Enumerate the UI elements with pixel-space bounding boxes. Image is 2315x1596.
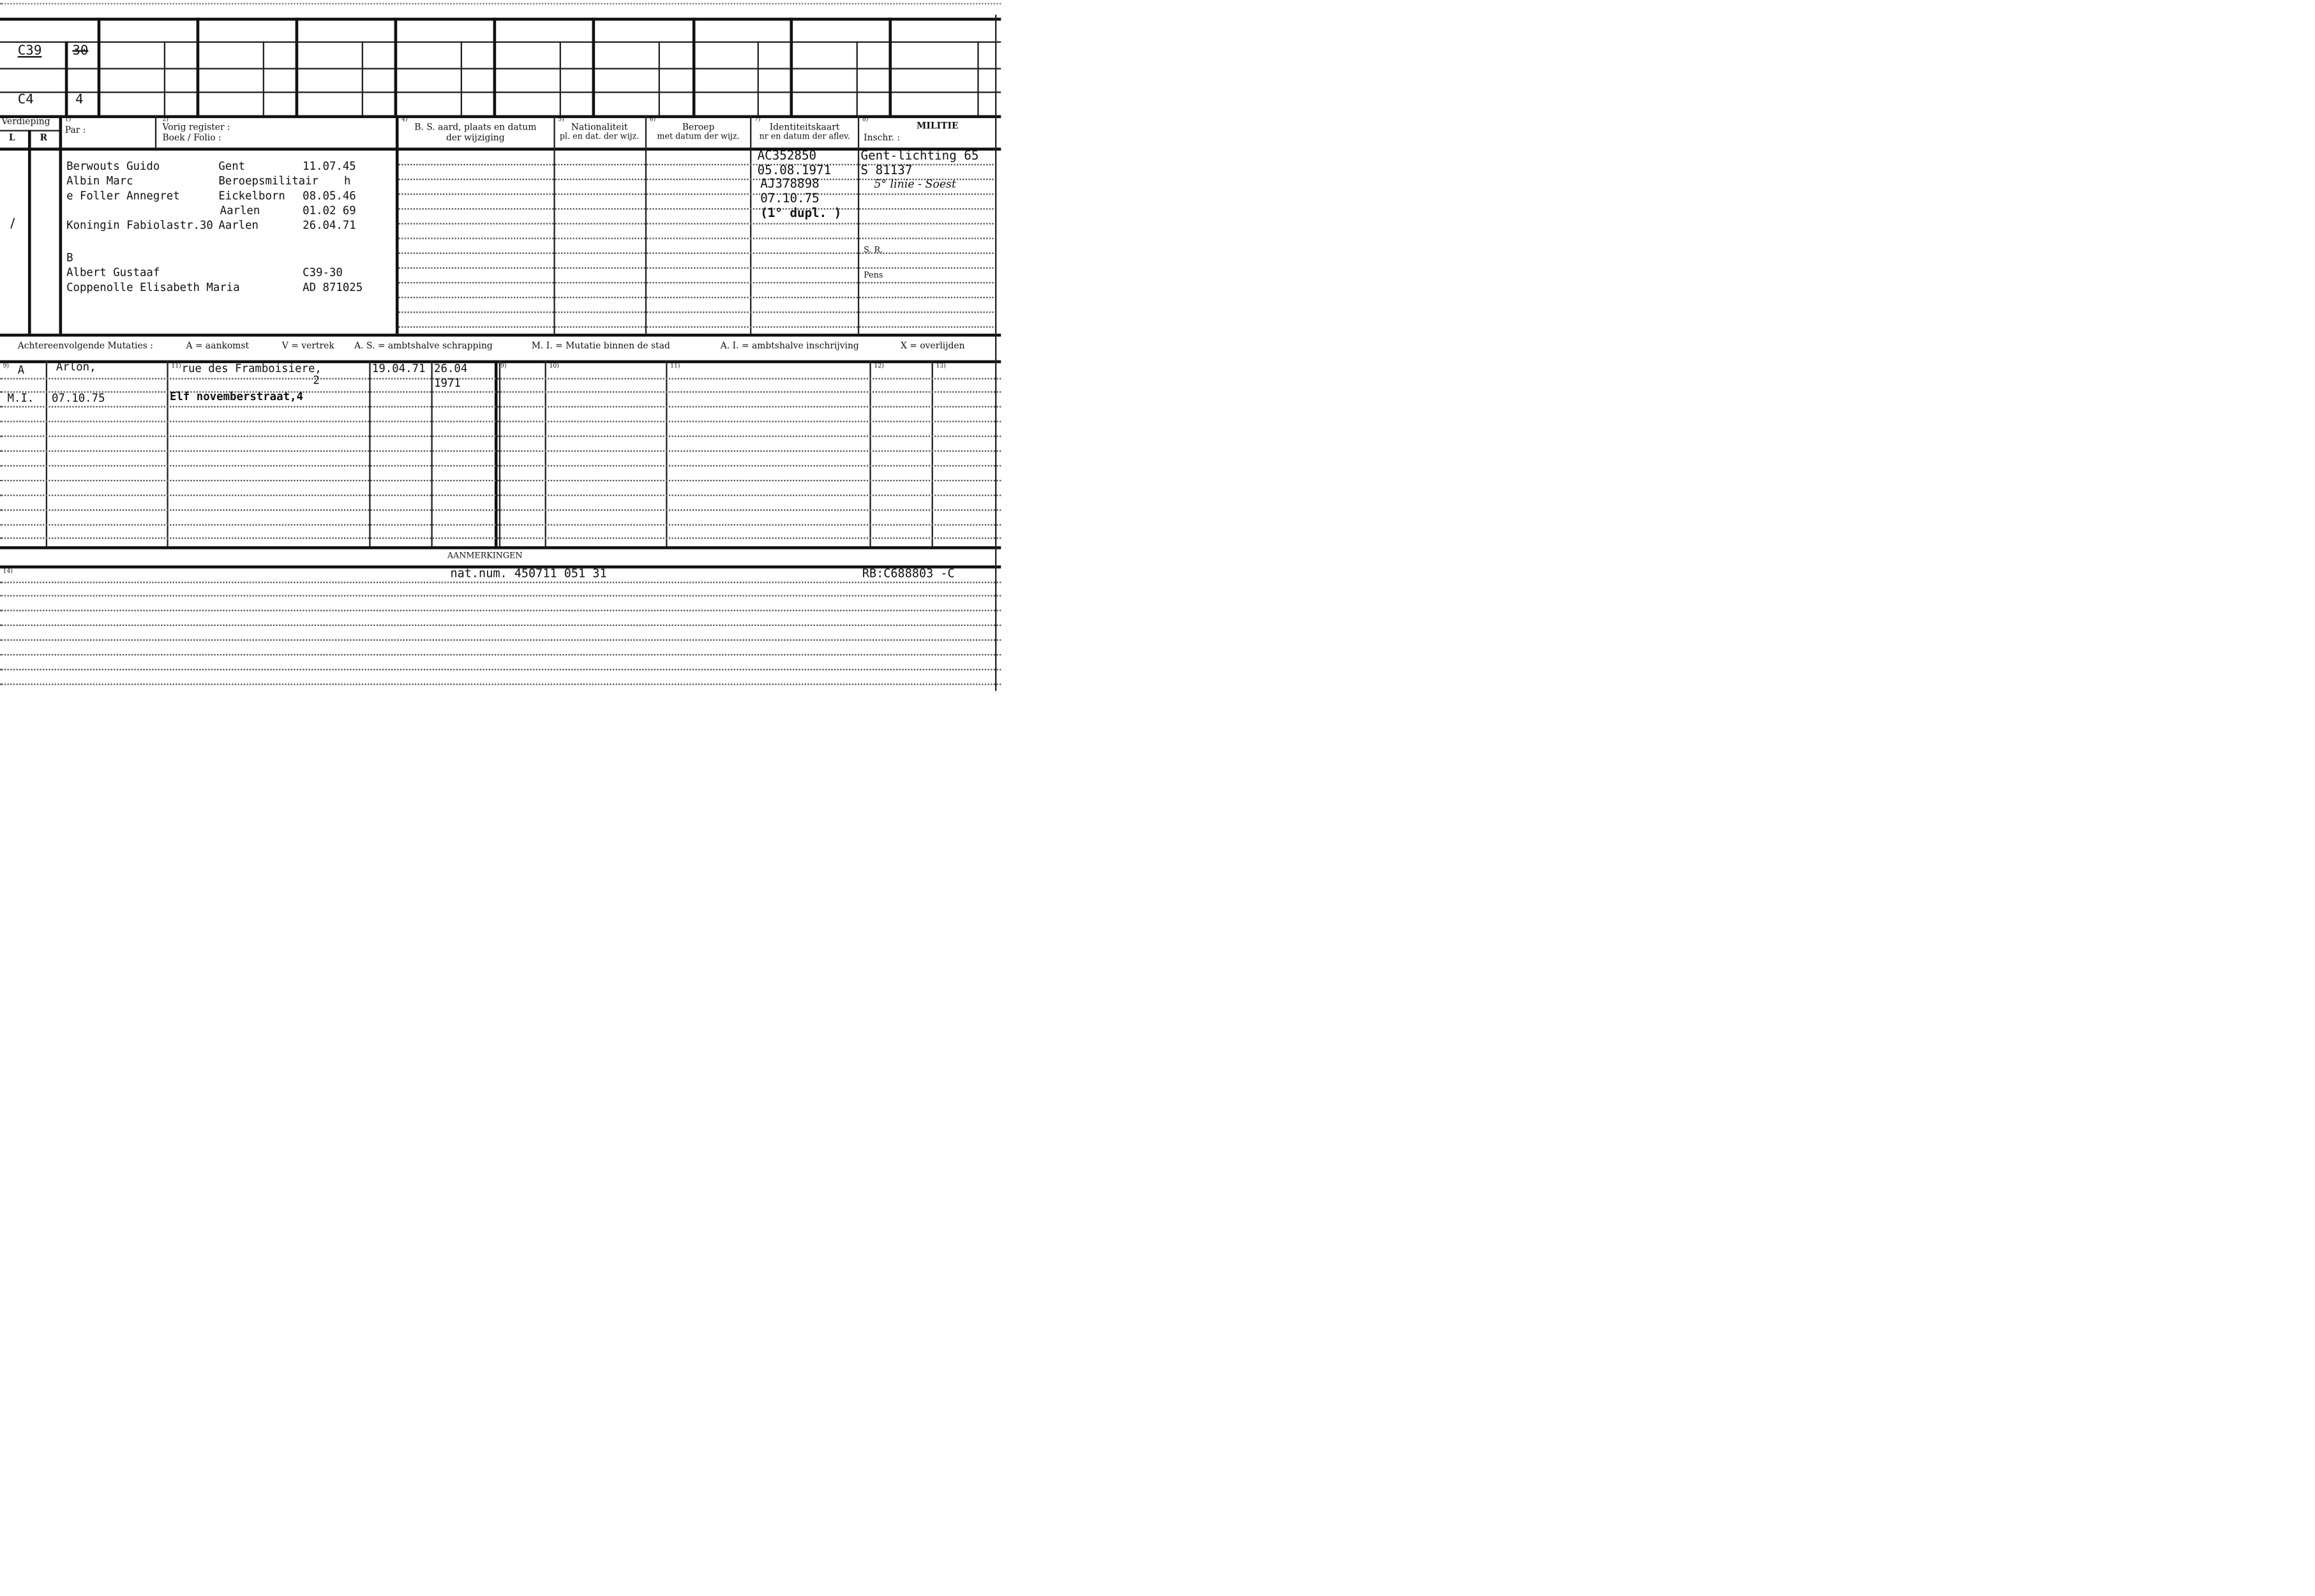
mut-col-line xyxy=(369,361,370,547)
nat-header-line2: pl. en dat. der wijz. xyxy=(559,133,640,142)
legend-as: A. S. = ambtshalve schrapping xyxy=(354,341,493,352)
remark-line xyxy=(0,625,1001,626)
guide-line xyxy=(399,311,997,313)
field-number-7: 7) xyxy=(754,115,761,123)
mut-field-number-10: 10) xyxy=(549,361,559,369)
guide-line xyxy=(399,297,997,298)
boek-folio-label: Boek / Folio : xyxy=(162,133,221,144)
grid-vline xyxy=(362,41,363,116)
section-b-label: B xyxy=(66,251,73,265)
mut-guide-line xyxy=(0,378,1001,379)
mut-field-number-13: 13) xyxy=(936,361,946,369)
mut-field-number-11b: 11) xyxy=(670,361,680,369)
mut-guide-line xyxy=(0,451,1001,452)
verdieping-label: Verdieping xyxy=(1,116,50,127)
grid-vline xyxy=(592,18,596,116)
person-name: Coppenolle Elisabeth Maria xyxy=(66,280,240,294)
grid-vline xyxy=(977,41,978,116)
person-date: 08.05.46 xyxy=(303,189,356,202)
legend-ai: A. I. = ambtshalve inschrijving xyxy=(720,341,859,352)
grid-vline xyxy=(659,41,660,116)
field-number-2: 2) xyxy=(162,115,169,123)
guide-line xyxy=(399,223,997,224)
top-code-2: C4 xyxy=(17,93,34,108)
mut-guide-line xyxy=(0,465,1001,466)
legend-a: A = aankomst xyxy=(186,341,250,352)
mut-guide-line xyxy=(0,391,1001,392)
mutation-date: 26.04 xyxy=(434,361,468,375)
pens-label: Pens xyxy=(864,271,883,281)
grid-vline xyxy=(888,18,892,116)
col-r-label: R xyxy=(40,133,48,144)
field-number-8: 8) xyxy=(862,115,869,123)
guide-line xyxy=(399,208,997,209)
grid-vline xyxy=(560,41,561,116)
person-ref: C39-30 xyxy=(303,265,343,280)
mut-col-line xyxy=(545,361,546,547)
grid-vline xyxy=(164,41,165,116)
person-address: Koningin Fabiolastr.30 xyxy=(66,218,213,232)
mut-guide-line xyxy=(0,524,1001,525)
remark-line xyxy=(0,595,1001,596)
mutation-date: 07.10.75 xyxy=(51,391,105,405)
top-border xyxy=(0,18,1001,21)
mut-field-number-12: 12) xyxy=(874,361,884,369)
person-name: Albin Marc xyxy=(66,174,133,188)
grid-vline xyxy=(263,41,264,116)
grid-vline xyxy=(394,18,398,116)
grid-vline xyxy=(296,18,299,116)
grid-vline xyxy=(758,41,759,116)
mut-col-line xyxy=(167,361,168,547)
id-card-line: AC352850 xyxy=(757,147,817,163)
id-card-line: 05.08.1971 xyxy=(757,162,832,177)
top-code-1: C39 xyxy=(17,44,42,59)
militie-line-handwritten: 5° linie - Soest xyxy=(874,177,957,191)
mutaties-title: Achtereenvolgende Mutaties : xyxy=(17,341,153,352)
grid-vline xyxy=(65,41,68,116)
mut-col-line-double xyxy=(499,361,500,547)
mut-guide-line xyxy=(0,421,1001,422)
right-edge xyxy=(995,15,996,691)
grid-vline xyxy=(461,41,462,116)
grid-line-2 xyxy=(0,68,1001,69)
sr-label: S. R. xyxy=(864,246,883,256)
field-number-1: 1) xyxy=(64,115,71,123)
militie-line: Gent-lichting 65 xyxy=(860,147,979,163)
mut-guide-line xyxy=(0,495,1001,496)
mut-guide-line xyxy=(0,406,1001,407)
bs-header-line2: der wijziging xyxy=(446,133,505,144)
person-place: Eickelborn xyxy=(218,189,285,202)
person-name: e Foller Annegret xyxy=(66,189,180,202)
person-place: Aarlen xyxy=(220,204,260,218)
militie-line: S 81137 xyxy=(860,162,913,177)
field-number-6: 6) xyxy=(649,115,656,123)
guide-line xyxy=(399,326,997,327)
person-date: 11.07.45 xyxy=(303,159,356,173)
person-date: 01.02 69 xyxy=(303,204,356,218)
grid-vline xyxy=(790,18,793,116)
id-card-line: 07.10.75 xyxy=(760,190,820,205)
mut-col-line xyxy=(431,361,432,547)
mut-col-line xyxy=(932,361,933,547)
mut-guide-line xyxy=(0,509,1001,511)
col-l-label: L xyxy=(8,133,15,144)
guide-line xyxy=(399,282,997,283)
mut-guide-line xyxy=(0,537,1001,539)
person-place: Gent xyxy=(218,159,246,173)
id-card-line: AJ378898 xyxy=(760,175,820,191)
national-number: nat.num. 450711 051 31 xyxy=(450,567,607,581)
legend-mi: M. I. = Mutatie binnen de stad xyxy=(531,341,670,352)
mut-field-number-9: 9) xyxy=(3,361,10,369)
mutation-number: 2 xyxy=(313,373,320,387)
remark-line xyxy=(0,610,1001,611)
handwritten-floor-mark: / xyxy=(10,217,15,232)
nat-header-line1: Nationaliteit xyxy=(571,123,628,133)
person-place: Beroepsmilitair xyxy=(218,174,319,188)
mut-guide-line xyxy=(0,480,1001,481)
aanmerkingen-title: AANMERKINGEN xyxy=(447,552,523,562)
legend-v: V = vertrek xyxy=(281,341,334,352)
field-number-4: 4) xyxy=(401,115,408,123)
mut-field-number-11: 11) xyxy=(171,361,181,369)
grid-vline xyxy=(857,41,858,116)
grid-vline xyxy=(98,18,101,116)
mutation-street: rue des Framboisiere, xyxy=(181,361,322,375)
person-date: h xyxy=(343,174,351,188)
person-name: Berwouts Guido xyxy=(66,159,160,173)
grid-line-1 xyxy=(0,41,1001,43)
mutation-type: A xyxy=(17,363,25,377)
remark-line xyxy=(0,669,1001,670)
mut-col-line xyxy=(666,361,667,547)
grid-vline xyxy=(493,18,497,116)
mut-col-line xyxy=(46,361,47,547)
remark-line xyxy=(0,683,1001,685)
person-ref: AD 871025 xyxy=(303,280,363,294)
field-number-5: 5) xyxy=(558,115,564,123)
id-header-line2: nr en datum der aflev. xyxy=(759,133,850,142)
mutaties-bottom-line xyxy=(0,546,1001,549)
rb-number: RB:C688803 -C xyxy=(862,567,955,581)
header-bottom-line xyxy=(0,147,1001,151)
mutation-year: 1971 xyxy=(434,376,461,390)
mut-guide-line xyxy=(0,436,1001,437)
vorig-register-label: Vorig register : xyxy=(162,123,230,133)
guide-line xyxy=(399,267,997,269)
grid-vline xyxy=(693,18,696,116)
mutation-place: Arlon, xyxy=(56,360,96,374)
beroep-header-line2: met datum der wijz. xyxy=(657,133,740,142)
mutation-street: Elf novemberstraat,4 xyxy=(170,389,303,403)
remark-line xyxy=(0,639,1001,641)
grid-vline xyxy=(197,18,200,116)
par-label: Par : xyxy=(64,125,86,136)
guide-line xyxy=(399,193,997,195)
person-date: 26.04.71 xyxy=(303,218,356,232)
guide-line xyxy=(399,237,997,239)
field-number-14: 14) xyxy=(3,567,13,574)
militie-header: MILITIE xyxy=(917,121,959,131)
remark-line xyxy=(0,654,1001,655)
top-edge-line xyxy=(0,3,1001,4)
bs-header-line1: B. S. aard, plaats en datum xyxy=(414,123,537,133)
id-header-line1: Identiteitskaart xyxy=(769,123,840,133)
grid-line-3 xyxy=(0,91,1001,93)
grid-line-4 xyxy=(0,115,1001,118)
mutation-date: 19.04.71 xyxy=(371,361,426,375)
mut-col-line-double xyxy=(495,361,498,547)
top-code-1-sub: 30 xyxy=(72,44,89,59)
remark-line xyxy=(0,582,1001,583)
beroep-header-line1: Beroep xyxy=(682,123,715,133)
col-line-lr xyxy=(28,130,31,334)
id-card-line: (1° dupl. ) xyxy=(760,205,842,220)
guide-line xyxy=(399,253,997,254)
mut-col-line xyxy=(869,361,871,547)
mut-field-number-9b: 9) xyxy=(500,361,507,369)
col-line-par xyxy=(155,115,156,147)
person-place: Aarlen xyxy=(218,218,259,232)
person-name: Albert Gustaaf xyxy=(66,265,160,280)
col-line-r xyxy=(59,115,63,333)
top-code-2-sub: 4 xyxy=(75,93,84,108)
inschr-label: Inschr. : xyxy=(864,133,901,144)
person-block-bottom xyxy=(0,334,1001,337)
mutation-type: M.I. xyxy=(7,391,34,405)
legend-x: X = overlijden xyxy=(900,341,965,352)
